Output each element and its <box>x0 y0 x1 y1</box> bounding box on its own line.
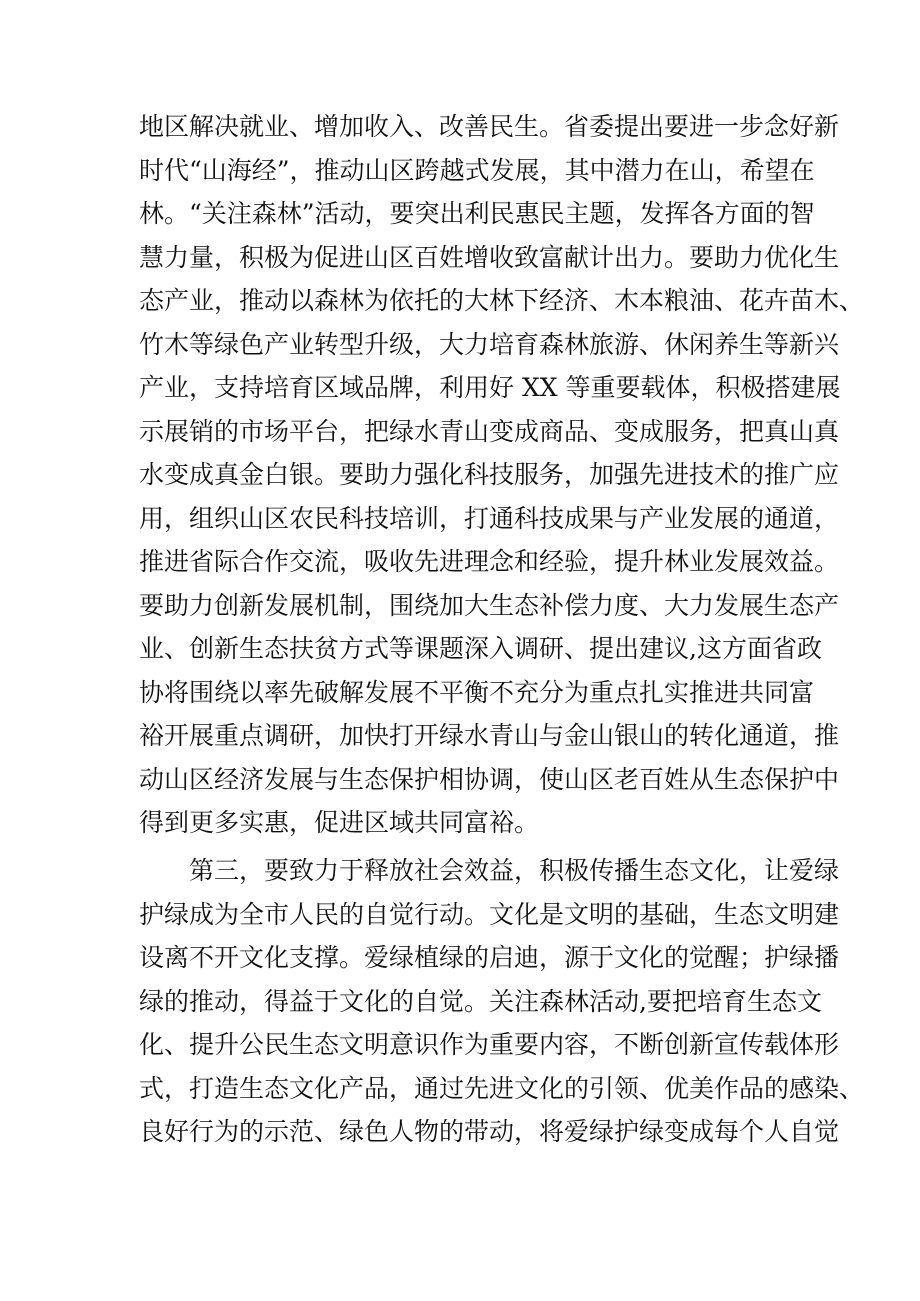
text-line: 用，组织山区农民科技培训，打通科技成果与产业发展的通道， <box>139 503 840 533</box>
text-line: 良好行为的示范、绿色人物的带动，将爱绿护绿变成每个人自觉 <box>139 1117 840 1146</box>
text-line: 护绿成为全市人民的自觉行动。文化是文明的基础，生态文明建 <box>139 899 840 929</box>
text-line: 动山区经济发展与生态保护相协调，使山区老百姓从生态保护中 <box>139 764 840 794</box>
paragraph-third-point <box>139 849 865 1154</box>
text-line: 要助力创新发展机制，围绕加大生态补偿力度、大力发展生态产 <box>139 590 840 620</box>
text-line: 协将围绕以率先破解发展不平衡不充分为重点扎实推进共同富 <box>139 677 815 707</box>
text-line: 产业，支持培育区域品牌，利用好 XX 等重要载体，积极搭建展 <box>139 373 841 402</box>
text-line: 推进省际合作交流，吸收先进理念和经验，提升林业发展效益。 <box>139 547 840 576</box>
text-line: 水变成真金白银。要助力强化科技服务，加强先进技术的推广应 <box>139 460 840 489</box>
text-line: 裕开展重点调研，加快打开绿水青山与金山银山的转化通道，推 <box>139 721 840 750</box>
text-line: 业、创新生态扶贫方式等课题深入调研、提出建议,这方面省政 <box>139 634 822 663</box>
text-line: 时代“山海经”，推动山区跨越式发展，其中潜力在山，希望在 <box>139 155 815 185</box>
text-line: 第三，要致力于释放社会效益，积极传播生态文化，让爱绿 <box>189 856 840 885</box>
text-line: 设离不开文化支撑。爱绿植绿的启迪，源于文化的觉醒；护绿播 <box>139 943 840 972</box>
text-line: 化、提升公民生态文明意识作为重要内容，不断创新宣传载体形 <box>139 1030 840 1059</box>
text-line: 林。“关注森林”活动，要突出利民惠民主题，发挥各方面的智 <box>139 199 815 228</box>
text-line: 得到更多实惠，促进区域共同富裕。 <box>139 808 540 837</box>
text-line: 竹木等绿色产业转型升级，大力培育森林旅游、休闲养生等新兴 <box>139 329 840 359</box>
text-line: 绿的推动，得益于文化的自觉。关注森林活动,要把培育生态文 <box>139 986 822 1016</box>
text-line: 式，打造生态文化产品，通过先进文化的引领、优美作品的感染、 <box>139 1073 865 1103</box>
paragraph-continued <box>139 105 865 845</box>
text-line: 示展销的市场平台，把绿水青山变成商品、变成服务，把真山真 <box>139 416 840 446</box>
text-line: 慧力量，积极为促进山区百姓增收致富献计出力。要助力优化生 <box>139 242 840 272</box>
text-line: 地区解决就业、增加收入、改善民生。省委提出要进一步念好新 <box>139 112 840 141</box>
text-line: 态产业，推动以森林为依托的大林下经济、木本粮油、花卉苗木、 <box>139 286 865 315</box>
